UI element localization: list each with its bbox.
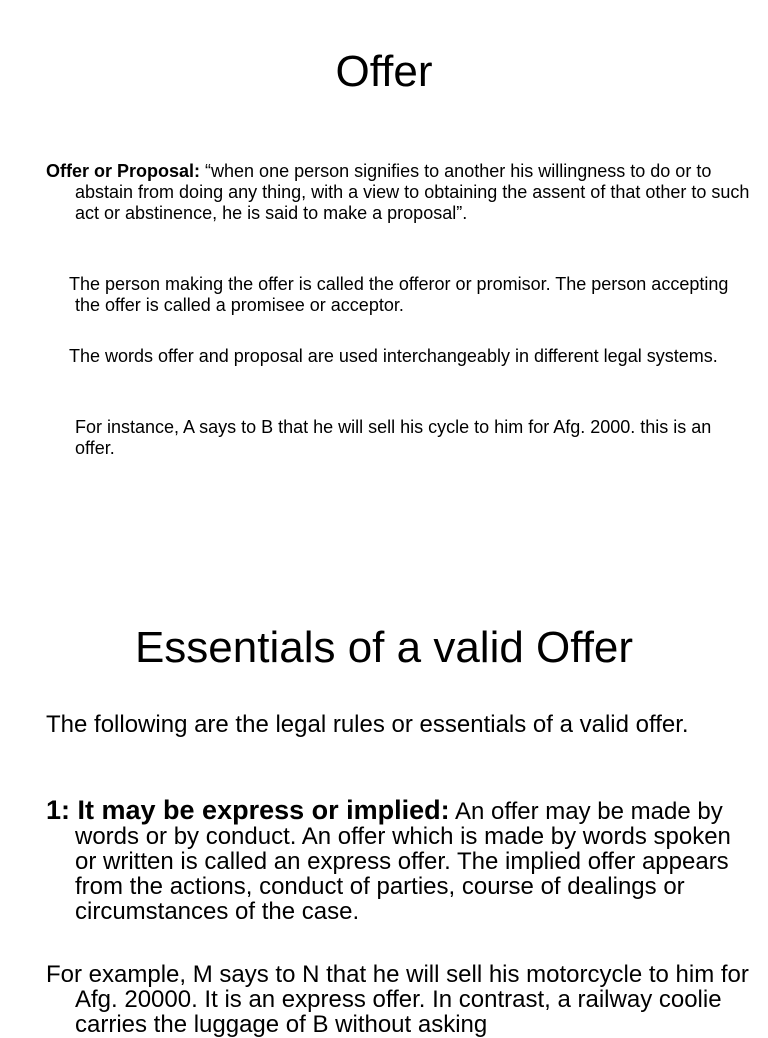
- instance-paragraph: For instance, A says to B that he will sell his cycle to him for Afg. 2000. this is an offer.: [75, 417, 712, 458]
- example-paragraph: For example, M says to N that he will sell his motorcycle to him for Afg. 20000. It is an express offer. In contrast, a railway coolie carries the luggage of B without asking: [46, 961, 749, 1038]
- definition-text: “when one person signifies to another his willingness to do or to abstain from doing any thing, with a view to obtaining the assent of that other to such act or abstinence, he is said to make a proposal”.: [75, 161, 750, 223]
- interchange-paragraph: The words offer and proposal are used interchangeably in different legal systems.: [69, 346, 718, 366]
- intro-paragraph: The following are the legal rules or essentials of a valid offer.: [46, 711, 689, 738]
- definition-term: Offer or Proposal:: [46, 161, 201, 181]
- slide-essentials: [0, 512, 768, 1038]
- rule-heading: 1: It may be express or implied:: [46, 795, 450, 825]
- rule-text: An offer may be made by words or by conduct. An offer which is made by words spoken or written is called an express offer. The implied offer appears from the actions, conduct of parties, course of dealings or circumstances of the case.: [75, 798, 731, 925]
- slide-title: Offer: [335, 47, 433, 96]
- definition-paragraph: [46, 161, 755, 224]
- rule-paragraph: [46, 795, 755, 925]
- slide-offer: [0, 0, 768, 512]
- slide-title: Essentials of a valid Offer: [134, 623, 634, 672]
- offeror-paragraph: The person making the offer is called the offeror or promisor. The person accepting the offer is called a promisee or acceptor.: [69, 274, 729, 315]
